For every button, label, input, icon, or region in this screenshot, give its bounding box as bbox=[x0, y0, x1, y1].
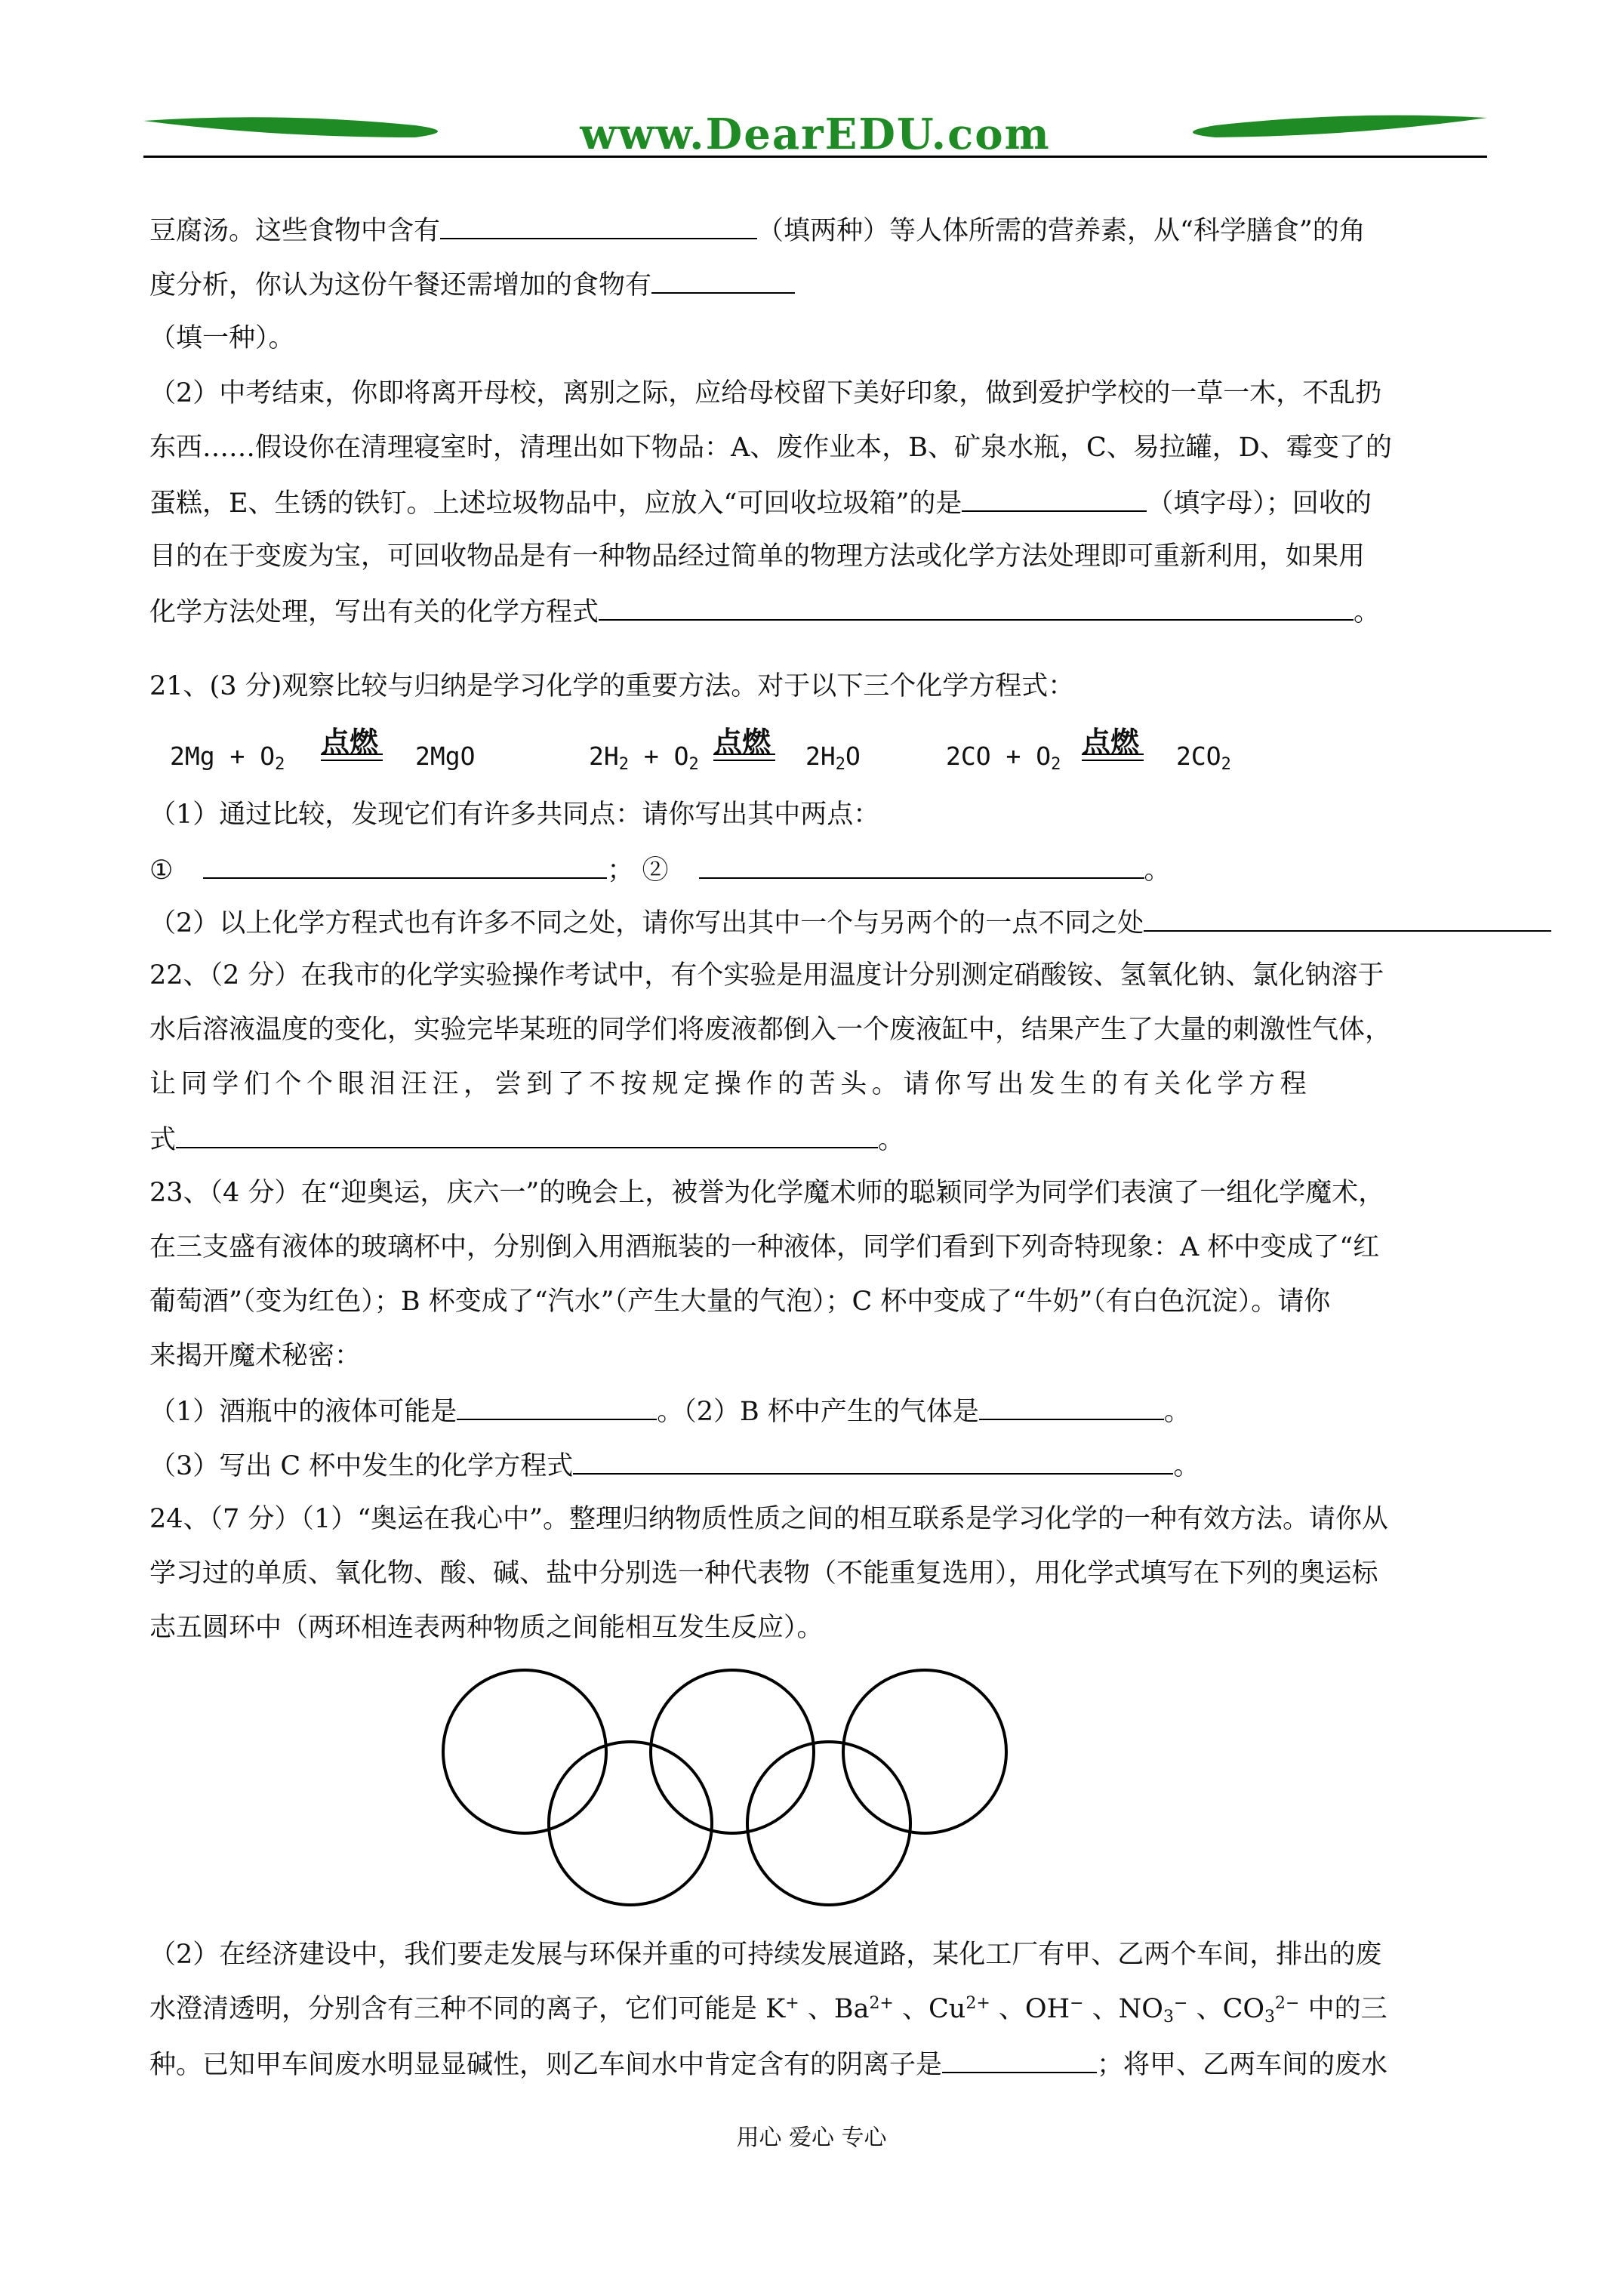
eq-rhs: 2MgO bbox=[415, 741, 476, 771]
eq-rhs: $2CO_2$ bbox=[1176, 741, 1231, 774]
text-line: 式 。 bbox=[149, 1123, 904, 1156]
text-line: （2）在经济建设中，我们要走发展与环保并重的可持续发展道路，某化工厂有甲、乙两个车间，排出的废 bbox=[149, 1940, 1382, 1970]
text-line: 度分析，你认为这份午餐还需增加的食物有 bbox=[149, 268, 795, 301]
eq-lhs: $2H_2 + O_2$ bbox=[589, 741, 699, 774]
text-line: 目的在于变废为宝，可回收物品是有一种物品经过简单的物理方法或化学方法处理即可重新利用，如果用 bbox=[149, 541, 1366, 572]
text-line: 水澄清透明，分别含有三种不同的离子，它们可能是 K+ 、$Ba^{2+}$ 、$Cu^{2+}$ 、OH− 、$NO_3^-$ 、$CO_3^{2-}$ 中的三 bbox=[149, 1994, 1387, 2026]
answer-blank[interactable] bbox=[573, 1449, 1173, 1475]
text-line: 种。已知甲车间废水明显显碱性，则乙车间水中肯定含有的阴离子是 ；将甲、乙两车间的废水 bbox=[149, 2048, 1387, 2081]
eq-lhs: $2CO + O_2$ bbox=[946, 741, 1061, 774]
answer-blank[interactable] bbox=[651, 268, 795, 294]
answer-blank[interactable] bbox=[457, 1395, 657, 1420]
text-line: 在三支盛有液体的玻璃杯中，分别倒入用酒瓶装的一种液体，同学们看到下列奇特现象：A 杯中变成了“红 bbox=[149, 1232, 1380, 1262]
answer-blank[interactable] bbox=[599, 595, 1354, 621]
question-22-stem: 22、（2 分）在我市的化学实验操作考试中，有个实验是用温度计分别测定硝酸铵、氢氧化钠、氯化钠溶于 bbox=[149, 960, 1384, 991]
text-line: 学习过的单质、氧化物、酸、碱、盐中分别选一种代表物（不能重复选用），用化学式填写在下列的奥运标 bbox=[149, 1558, 1378, 1589]
text-line: 让同学们个个眼泪汪汪，尝到了不按规定操作的苦头。请你写出发生的有关化学方程 bbox=[149, 1069, 1312, 1099]
answer-blank[interactable] bbox=[962, 486, 1147, 512]
question-23-stem: 23、（4 分）在“迎奥运，庆六一”的晚会上，被誉为化学魔术师的聪颖同学为同学们表演了一组化学魔术， bbox=[149, 1178, 1385, 1208]
text-line: 东西……假设你在清理寝室时，清理出如下物品：A、废作业本，B、矿泉水瓶，C、易拉罐，D、霉变了的 bbox=[149, 433, 1392, 463]
text-line: ① ； ② 。 bbox=[149, 853, 1171, 886]
text-line: （3）写出 C 杯中发生的化学方程式 。 bbox=[149, 1449, 1200, 1482]
eq-condition: 点燃 bbox=[713, 726, 771, 759]
answer-blank[interactable] bbox=[699, 853, 1144, 879]
text-line: （1）通过比较，发现它们有许多共同点：请你写出其中两点： bbox=[149, 800, 880, 830]
ring-2[interactable] bbox=[549, 1742, 712, 1905]
eq-double-arrow bbox=[321, 754, 383, 761]
text-line: （1）酒瓶中的液体可能是 。（2）B 杯中产生的气体是 。 bbox=[149, 1395, 1190, 1428]
text-line: （填一种）。 bbox=[149, 323, 295, 353]
text-line: （2）中考结束，你即将离开母校，离别之际，应给母校留下美好印象，做到爱护学校的一草一木，不乱扔 bbox=[149, 378, 1382, 408]
eq-lhs: $2Mg + O_2$ bbox=[170, 741, 285, 774]
text-line: 化学方法处理，写出有关的化学方程式 。 bbox=[149, 595, 1380, 628]
ring-1[interactable] bbox=[443, 1670, 606, 1833]
site-header-text: www.DearEDU.com bbox=[580, 109, 1051, 159]
answer-blank[interactable] bbox=[203, 853, 607, 879]
eq-condition: 点燃 bbox=[321, 726, 379, 759]
answer-blank[interactable] bbox=[440, 214, 757, 239]
olympic-rings-diagram bbox=[438, 1661, 1012, 1910]
text-line: 豆腐汤。这些食物中含有 （填两种）等人体所需的营养素，从“科学膳食”的角 bbox=[149, 214, 1366, 247]
answer-blank[interactable] bbox=[1144, 906, 1551, 932]
answer-blank[interactable] bbox=[979, 1395, 1164, 1420]
text-line: 来揭开魔术秘密： bbox=[149, 1341, 362, 1371]
question-21-stem: 21、(3 分)观察比较与归纳是学习化学的重要方法。对于以下三个化学方程式： bbox=[149, 671, 1075, 701]
answer-blank[interactable] bbox=[176, 1123, 878, 1148]
eq-double-arrow bbox=[713, 754, 775, 761]
text-line: 水后溶液温度的变化，实验完毕某班的同学们将废液都倒入一个废液缸中，结果产生了大量的刺激性气体， bbox=[149, 1015, 1392, 1045]
header-rule bbox=[143, 156, 1487, 158]
page-footer: 用心 爱心 专心 bbox=[736, 2125, 887, 2151]
text-line: 蛋糕，E、生锈的铁钉。上述垃圾物品中，应放入“可回收垃圾箱”的是 （填字母）；回收的 bbox=[149, 486, 1372, 519]
text-line: （2）以上化学方程式也有许多不同之处，请你写出其中一个与另两个的一点不同之处 bbox=[149, 906, 1551, 939]
text-line: 志五圆环中（两环相连表两种物质之间能相互发生反应）。 bbox=[149, 1613, 824, 1643]
question-24-stem: 24、（7 分）（1）“奥运在我心中”。整理归纳物质性质之间的相互联系是学习化学的一种有效方法。请你从 bbox=[149, 1504, 1388, 1534]
answer-blank[interactable] bbox=[942, 2048, 1097, 2073]
eq-rhs: $2H_2O$ bbox=[805, 741, 861, 774]
eq-double-arrow bbox=[1082, 754, 1144, 761]
text-line: 葡萄酒”（变为红色）；B 杯变成了“汽水”（产生大量的气泡）；C 杯中变成了“牛奶”（有白色沉淀）。请你 bbox=[149, 1287, 1331, 1317]
eq-condition: 点燃 bbox=[1082, 726, 1140, 759]
